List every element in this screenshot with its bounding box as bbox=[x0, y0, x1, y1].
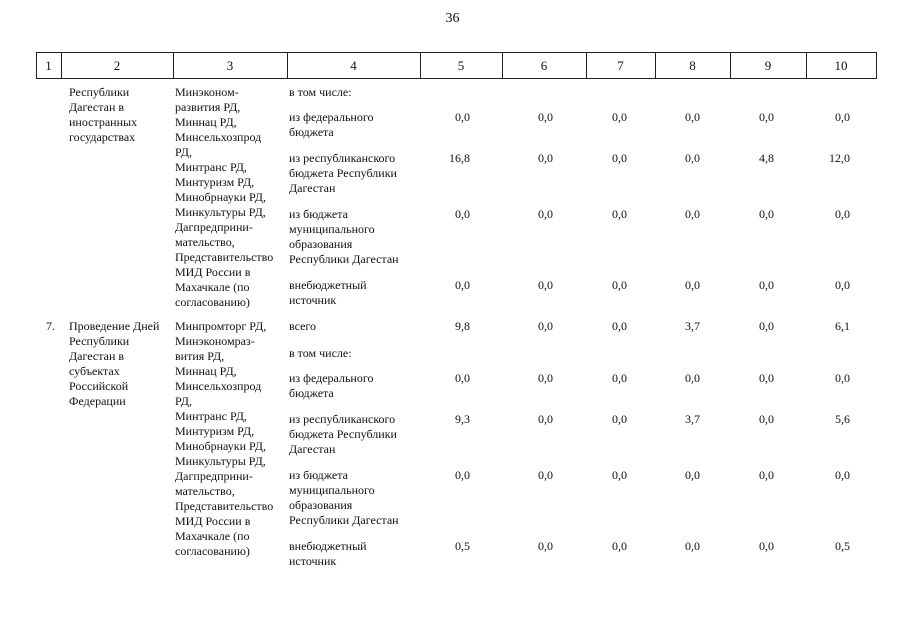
header-cell-6: 6 bbox=[540, 58, 548, 73]
funding-source-line: из бюджета bbox=[289, 468, 348, 482]
value-cell: 0,0 bbox=[455, 371, 470, 385]
funding-source-line: из республиканского bbox=[289, 151, 396, 165]
value-cell: 4,8 bbox=[759, 151, 774, 165]
event-name-line: государствах bbox=[69, 130, 136, 144]
value-cell: 0,0 bbox=[759, 412, 774, 426]
executor-line: согласованию) bbox=[175, 544, 250, 558]
executor-line: Махачкале (по bbox=[175, 280, 250, 294]
executor-line: согласованию) bbox=[175, 295, 250, 309]
value-cell: 0,0 bbox=[685, 151, 700, 165]
funding-source-line: Республики Дагестан bbox=[289, 252, 399, 266]
header-bottom-rule bbox=[36, 78, 876, 79]
header-cell-2: 2 bbox=[113, 58, 121, 73]
funding-source-line: бюджета Республики bbox=[289, 166, 397, 180]
value-cell: 0,0 bbox=[612, 539, 627, 553]
value-cell: 0,0 bbox=[759, 110, 774, 124]
value-cell: 0,0 bbox=[759, 539, 774, 553]
funding-source-line: бюджета bbox=[289, 125, 334, 139]
executor-line: Минпромторг РД, bbox=[175, 319, 267, 333]
event-name-line: Федерации bbox=[69, 394, 126, 408]
executor-line: Минтранс РД, bbox=[175, 160, 247, 174]
value-cell: 0,0 bbox=[685, 539, 700, 553]
funding-source-line: всего bbox=[289, 319, 317, 333]
event-name-line: Республики bbox=[69, 85, 130, 99]
executor-line: Минтранс РД, bbox=[175, 409, 247, 423]
executor-line: развития РД, bbox=[175, 100, 241, 114]
event-name-line: иностранных bbox=[69, 115, 138, 129]
value-cell: 0,0 bbox=[835, 207, 850, 221]
value-cell: 0,0 bbox=[612, 319, 627, 333]
value-cell: 0,0 bbox=[759, 468, 774, 482]
value-cell: 0,5 bbox=[455, 539, 470, 553]
header-cell-5: 5 bbox=[457, 58, 465, 73]
value-cell: 0,0 bbox=[835, 110, 850, 124]
executor-line: Дагпредприни- bbox=[175, 220, 253, 234]
header-cell-10: 10 bbox=[834, 58, 848, 73]
value-cell: 0,0 bbox=[455, 278, 470, 292]
value-cell: 3,7 bbox=[685, 319, 700, 333]
executor-line: Махачкале (по bbox=[175, 529, 250, 543]
row-index: 7. bbox=[46, 319, 55, 333]
executor-line: Представительство bbox=[175, 499, 274, 513]
page-number: 36 bbox=[445, 11, 460, 26]
value-cell: 0,0 bbox=[455, 110, 470, 124]
executor-line: Минкультуры РД, bbox=[175, 205, 266, 219]
value-cell: 6,1 bbox=[835, 319, 850, 333]
funding-source-line: из бюджета bbox=[289, 207, 348, 221]
funding-source-line: из республиканского bbox=[289, 412, 396, 426]
header-cell-9: 9 bbox=[764, 58, 772, 73]
header-cell-8: 8 bbox=[689, 58, 696, 73]
value-cell: 9,8 bbox=[455, 319, 470, 333]
value-cell: 9,3 bbox=[455, 412, 470, 426]
value-cell: 0,0 bbox=[835, 468, 850, 482]
executor-line: РД, bbox=[175, 145, 192, 159]
funding-source-line: муниципального bbox=[289, 483, 375, 497]
executor-line: Дагпредприни- bbox=[175, 469, 253, 483]
funding-source-line: внебюджетный bbox=[289, 539, 367, 553]
value-cell: 0,0 bbox=[685, 371, 700, 385]
executor-line: МИД России в bbox=[175, 514, 251, 528]
funding-source-line: Дагестан bbox=[289, 181, 336, 195]
header-cell-3: 3 bbox=[226, 58, 234, 73]
funding-source-line: муниципального bbox=[289, 222, 375, 236]
event-name-line: Проведение Дней bbox=[69, 319, 160, 333]
executor-line: Минкультуры РД, bbox=[175, 454, 266, 468]
executor-line: Представительство bbox=[175, 250, 274, 264]
value-cell: 12,0 bbox=[829, 151, 850, 165]
funding-source-line: Дагестан bbox=[289, 442, 336, 456]
value-cell: 0,0 bbox=[612, 110, 627, 124]
header-cell-7: 7 bbox=[617, 58, 624, 73]
value-cell: 0,0 bbox=[538, 468, 553, 482]
event-name-line: Российской bbox=[69, 379, 129, 393]
executor-line: Миннац РД, bbox=[175, 115, 237, 129]
value-cell: 0,0 bbox=[685, 278, 700, 292]
funding-source-line: в том числе: bbox=[289, 85, 352, 99]
funding-source-line: образования bbox=[289, 237, 353, 251]
executor-line: Минэконом- bbox=[175, 85, 239, 99]
executor-line: МИД России в bbox=[175, 265, 251, 279]
value-cell: 0,0 bbox=[538, 371, 553, 385]
value-cell: 0,0 bbox=[612, 151, 627, 165]
funding-source-line: источник bbox=[289, 554, 337, 568]
value-cell: 3,7 bbox=[685, 412, 700, 426]
executor-line: мательство, bbox=[175, 484, 235, 498]
event-name-line: Республики bbox=[69, 334, 130, 348]
value-cell: 0,0 bbox=[455, 207, 470, 221]
funding-source-line: бюджета bbox=[289, 386, 334, 400]
value-cell: 0,0 bbox=[685, 207, 700, 221]
funding-source-line: в том числе: bbox=[289, 346, 352, 360]
value-cell: 0,0 bbox=[835, 371, 850, 385]
value-cell: 0,0 bbox=[612, 468, 627, 482]
funding-source-line: образования bbox=[289, 498, 353, 512]
executor-line: Минтуризм РД, bbox=[175, 424, 255, 438]
header-top-rule bbox=[36, 52, 876, 53]
value-cell: 0,0 bbox=[759, 278, 774, 292]
executor-line: Минсельхозпрод bbox=[175, 379, 262, 393]
executor-line: Минтуризм РД, bbox=[175, 175, 255, 189]
header-cell-1: 1 bbox=[45, 58, 52, 73]
value-cell: 0,0 bbox=[538, 207, 553, 221]
value-cell: 0,0 bbox=[538, 319, 553, 333]
value-cell: 0,0 bbox=[612, 278, 627, 292]
funding-source-line: из федерального bbox=[289, 371, 374, 385]
value-cell: 0,0 bbox=[538, 539, 553, 553]
header-cell-4: 4 bbox=[350, 58, 357, 73]
executor-line: Минсельхозпрод bbox=[175, 130, 262, 144]
event-name-line: Дагестан в bbox=[69, 349, 125, 363]
header-column-divider bbox=[876, 52, 877, 79]
executor-line: вития РД, bbox=[175, 349, 225, 363]
value-cell: 5,6 bbox=[835, 412, 850, 426]
executor-line: мательство, bbox=[175, 235, 235, 249]
value-cell: 0,0 bbox=[612, 412, 627, 426]
value-cell: 0,0 bbox=[835, 278, 850, 292]
funding-source-line: из федерального bbox=[289, 110, 374, 124]
value-cell: 0,0 bbox=[538, 412, 553, 426]
value-cell: 0,0 bbox=[759, 319, 774, 333]
funding-source-line: источник bbox=[289, 293, 337, 307]
value-cell: 0,0 bbox=[759, 207, 774, 221]
value-cell: 0,0 bbox=[759, 371, 774, 385]
executor-line: Минэкономраз- bbox=[175, 334, 255, 348]
executor-line: Миннац РД, bbox=[175, 364, 237, 378]
value-cell: 0,0 bbox=[538, 110, 553, 124]
value-cell: 0,0 bbox=[612, 207, 627, 221]
funding-source-line: Республики Дагестан bbox=[289, 513, 399, 527]
funding-source-line: внебюджетный bbox=[289, 278, 367, 292]
value-cell: 0,0 bbox=[455, 468, 470, 482]
value-cell: 0,5 bbox=[835, 539, 850, 553]
value-cell: 0,0 bbox=[685, 468, 700, 482]
value-cell: 0,0 bbox=[538, 278, 553, 292]
event-name-line: Дагестан в bbox=[69, 100, 125, 114]
value-cell: 0,0 bbox=[612, 371, 627, 385]
value-cell: 0,0 bbox=[538, 151, 553, 165]
funding-source-line: бюджета Республики bbox=[289, 427, 397, 441]
event-name-line: субъектах bbox=[69, 364, 120, 378]
executor-line: Минобрнауки РД, bbox=[175, 190, 266, 204]
value-cell: 16,8 bbox=[449, 151, 470, 165]
value-cell: 0,0 bbox=[685, 110, 700, 124]
executor-line: РД, bbox=[175, 394, 192, 408]
executor-line: Минобрнауки РД, bbox=[175, 439, 266, 453]
